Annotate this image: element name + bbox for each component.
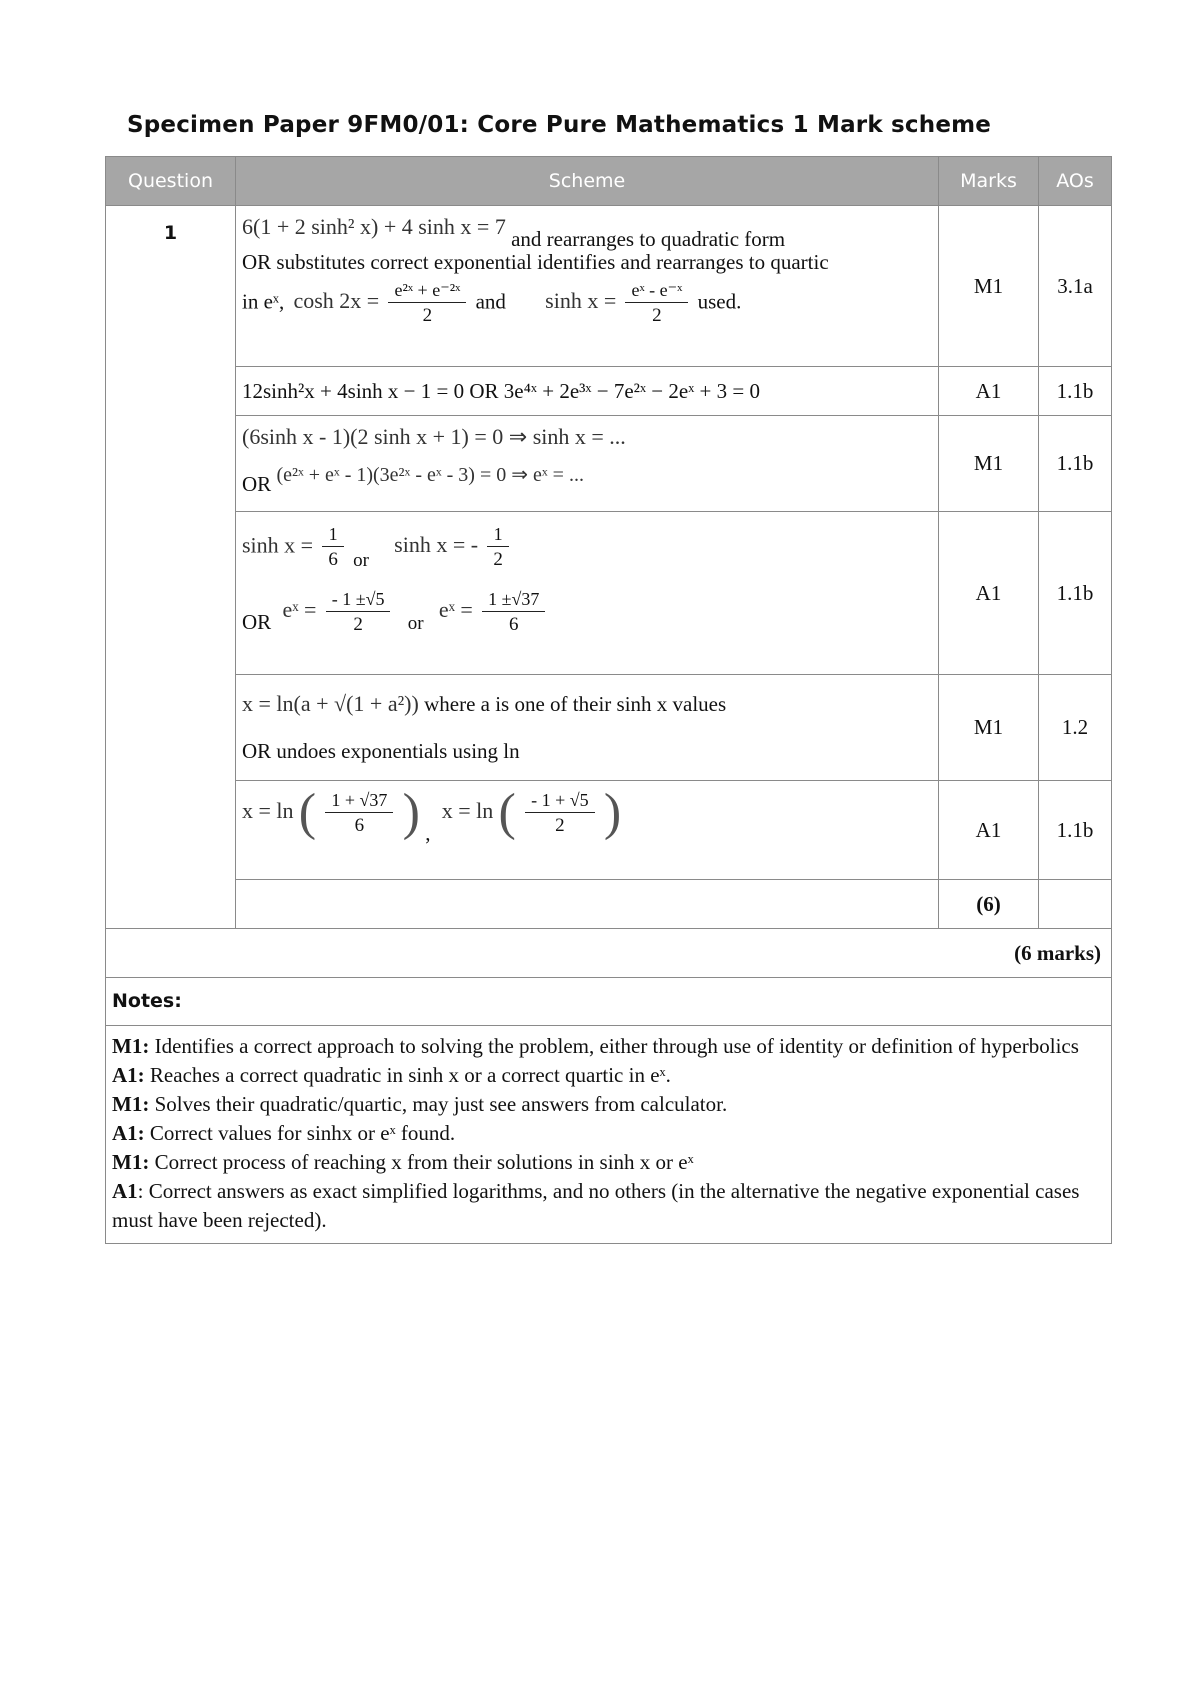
ao-cell: 1.1b bbox=[1039, 512, 1112, 675]
note-label: A1: bbox=[112, 1062, 145, 1087]
fraction bbox=[326, 587, 391, 638]
mark-cell: M1 bbox=[939, 416, 1039, 512]
scheme-text: and rearranges to quadratic form bbox=[511, 227, 786, 251]
paren-right: ) bbox=[603, 784, 622, 841]
numerator: 1 bbox=[487, 522, 509, 547]
denominator: 6 bbox=[508, 614, 519, 636]
ao-cell: 1.1b bbox=[1039, 416, 1112, 512]
header-scheme: Scheme bbox=[236, 157, 939, 206]
equation: 12sinh²x + 4sinh x − 1 = 0 OR 3e⁴ˣ + 2e³ˣ − 7e²ˣ − 2eˣ + 3 = 0 bbox=[242, 378, 760, 403]
mark-cell: M1 bbox=[939, 675, 1039, 781]
fraction bbox=[525, 788, 595, 839]
header-question: Question bbox=[106, 157, 236, 206]
note-label: A1 bbox=[112, 1178, 138, 1203]
note-item bbox=[112, 1032, 1105, 1061]
notes-heading: Notes: bbox=[106, 978, 1112, 1026]
fraction bbox=[487, 522, 509, 573]
question-number: 1 bbox=[106, 206, 236, 929]
equation: sinh x = bbox=[545, 288, 617, 314]
denominator: 2 bbox=[422, 305, 433, 327]
scheme-text: OR bbox=[242, 610, 272, 635]
note-label: M1: bbox=[112, 1149, 150, 1174]
scheme-cell-4 bbox=[236, 512, 939, 675]
note-item bbox=[112, 1119, 1105, 1148]
scheme-row-4 bbox=[106, 512, 1112, 675]
notes-heading-row bbox=[106, 978, 1112, 1026]
note-text: Solves their quadratic/quartic, may just see answers from calculator. bbox=[149, 1091, 728, 1116]
total-row bbox=[106, 929, 1112, 978]
scheme-text: or bbox=[353, 550, 369, 572]
numerator: e²ˣ + e⁻²ˣ bbox=[388, 278, 466, 303]
scheme-cell-5 bbox=[236, 675, 939, 781]
note-text: Reaches a correct quadratic in sinh x or a correct quartic in eˣ. bbox=[144, 1062, 671, 1087]
scheme-cell-6 bbox=[236, 781, 939, 880]
note-text: Correct process of reaching x from their solutions in sinh x or eˣ bbox=[149, 1149, 694, 1174]
denominator: 2 bbox=[493, 549, 503, 571]
empty-ao-cell bbox=[1039, 880, 1112, 929]
note-text: Correct values for sinhx or eˣ found. bbox=[144, 1120, 456, 1145]
scheme-text: , bbox=[425, 820, 431, 845]
denominator: 6 bbox=[328, 549, 338, 571]
denominator: 2 bbox=[555, 814, 565, 836]
scheme-text: OR bbox=[242, 471, 272, 496]
equation: sinh x = - bbox=[394, 532, 479, 558]
equation: (6sinh x - 1)(2 sinh x + 1) = 0 ⇒ sinh x = ... bbox=[242, 424, 626, 449]
mark-cell: A1 bbox=[939, 781, 1039, 880]
scheme-text: where a is one of their sinh x values bbox=[424, 692, 727, 716]
equation: eˣ = bbox=[438, 597, 473, 623]
page-title: Specimen Paper 9FM0/01: Core Pure Mathematics 1 Mark scheme bbox=[127, 112, 992, 138]
fraction bbox=[325, 788, 393, 839]
mark-scheme-table bbox=[105, 156, 1112, 1244]
equation: x = ln bbox=[242, 797, 294, 823]
numerator: 1 bbox=[322, 522, 344, 547]
header-row bbox=[106, 157, 1112, 206]
empty-scheme-cell bbox=[236, 880, 939, 929]
subtotal: (6) bbox=[939, 880, 1039, 929]
total-marks: (6 marks) bbox=[106, 929, 1112, 978]
note-label: M1: bbox=[112, 1034, 150, 1058]
fraction bbox=[322, 522, 344, 573]
scheme-text: OR substitutes correct exponential identifies and rearranges to quartic bbox=[242, 249, 829, 274]
ao-cell: 1.2 bbox=[1039, 675, 1112, 781]
scheme-row-3 bbox=[106, 416, 1112, 512]
denominator: 2 bbox=[353, 614, 363, 636]
numerator: - 1 + √5 bbox=[525, 788, 595, 813]
scheme-row-2 bbox=[106, 367, 1112, 416]
equation: sinh x = bbox=[242, 532, 314, 558]
ao-cell: 1.1b bbox=[1039, 781, 1112, 880]
fraction bbox=[625, 278, 688, 329]
ao-cell: 1.1b bbox=[1039, 367, 1112, 416]
scheme-cell-1 bbox=[236, 206, 939, 367]
note-item bbox=[112, 1090, 1105, 1119]
numerator: 1 ±√37 bbox=[482, 587, 545, 612]
equation: eˣ = bbox=[282, 597, 317, 623]
fraction bbox=[388, 278, 466, 329]
scheme-text: used. bbox=[697, 289, 742, 314]
note-item bbox=[112, 1148, 1105, 1177]
notes-cell bbox=[106, 1026, 1112, 1244]
equation: 6(1 + 2 sinh² x) + 4 sinh x = 7 bbox=[242, 214, 506, 239]
denominator: 2 bbox=[652, 305, 662, 327]
note-item bbox=[112, 1177, 1105, 1235]
paren-right: ) bbox=[402, 784, 420, 841]
scheme-row-6 bbox=[106, 781, 1112, 880]
denominator: 6 bbox=[354, 814, 365, 836]
mark-cell: M1 bbox=[939, 206, 1039, 367]
scheme-row-1 bbox=[106, 206, 1112, 367]
equation: x = ln(a + √(1 + a²)) bbox=[242, 691, 419, 716]
paren-left: ( bbox=[298, 784, 317, 841]
equation: (e²ˣ + eˣ - 1)(3e²ˣ - eˣ - 3) = 0 ⇒ eˣ = ... bbox=[276, 463, 584, 486]
scheme-text: OR undoes exponentials using ln bbox=[242, 738, 520, 763]
equation: cosh 2x = bbox=[293, 288, 380, 314]
mark-cell: A1 bbox=[939, 512, 1039, 675]
header-aos: AOs bbox=[1039, 157, 1112, 206]
note-item bbox=[112, 1061, 1105, 1090]
fraction bbox=[482, 587, 545, 638]
notes-row bbox=[106, 1026, 1112, 1244]
numerator: eˣ - e⁻ˣ bbox=[625, 278, 688, 303]
note-text: Identifies a correct approach to solving the problem, either through use of identity or definition of hyperbolics bbox=[149, 1034, 1079, 1058]
note-text: : Correct answers as exact simplified logarithms, and no others (in the alternative the negative exponential cases must have been rejected). bbox=[112, 1178, 1080, 1232]
equation: x = ln bbox=[441, 797, 494, 823]
paren-left: ( bbox=[498, 784, 516, 841]
header-marks: Marks bbox=[939, 157, 1039, 206]
note-label: M1: bbox=[112, 1091, 150, 1116]
numerator: - 1 ±√5 bbox=[326, 587, 391, 612]
ao-cell: 3.1a bbox=[1039, 206, 1112, 367]
scheme-text: or bbox=[407, 613, 424, 635]
note-label: A1: bbox=[112, 1120, 145, 1145]
scheme-text: in eˣ, bbox=[242, 289, 285, 314]
scheme-text: and bbox=[475, 289, 506, 314]
subtotal-row bbox=[106, 880, 1112, 929]
numerator: 1 + √37 bbox=[325, 788, 393, 813]
scheme-row-5 bbox=[106, 675, 1112, 781]
scheme-cell-2 bbox=[236, 367, 939, 416]
mark-cell: A1 bbox=[939, 367, 1039, 416]
scheme-cell-3 bbox=[236, 416, 939, 512]
